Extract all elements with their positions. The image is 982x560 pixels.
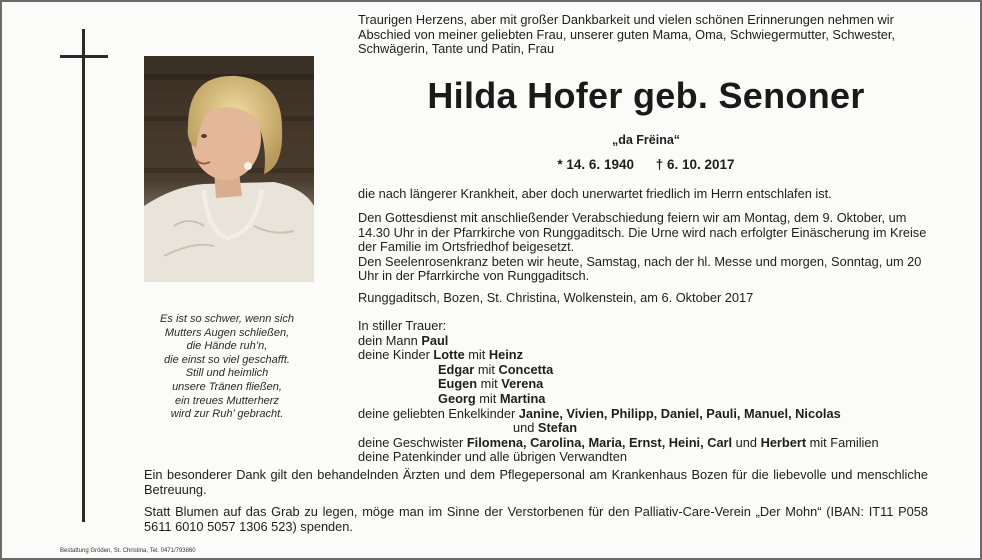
poem-line: die Hände ruh’n, [186,340,268,353]
cross-icon [82,29,85,522]
mourners-list [358,319,938,465]
service-info [358,211,938,284]
funeral-home-footer: Bestattung Gröden, St. Christina, Tel. 0471/793860 [60,548,196,554]
cross-icon-bar [60,55,108,58]
poem-line: unsere Tränen fließen, [172,380,282,393]
poem-line: die einst so viel geschafft. [164,353,290,366]
mourner-others: deine Patenkinder und alle übrigen Verwandten [358,449,627,465]
death-date: † 6. 10. 2017 [655,157,735,172]
mourner-child: Eugen mit Verena [438,376,544,392]
poem-line: Es ist so schwer, wenn sich [160,313,294,325]
service-text: Den Gottesdienst mit anschließender Verabschiedung feiern wir am Montag, dem 9. Oktober, um 14.30 Uhr in der Pfarrkirche von Runggaditsch. Die Urne wird nach erfolgter Einäscherung im Kreise der Familie im Ortsfriedhof beigesetzt. [358,210,927,255]
portrait-illustration [144,56,314,282]
mourners-heading: In stiller Trauer: [358,318,447,333]
death-text: die nach längerer Krankheit, aber doch unerwartet friedlich im Herrn entschlafen ist. [358,186,832,201]
thanks-text: Ein besonderer Dank gilt den behandelnden Ärzten und dem Pflegepersonal am Krankenhaus Bozen für die liebevolle und menschliche Betreuung. [144,467,928,497]
birth-date: * 14. 6. 1940 [557,157,634,172]
poem-line: wird zur Ruh’ gebracht. [170,408,284,421]
place-and-date: Runggaditsch, Bozen, St. Christina, Wolkenstein, am 6. Oktober 2017 [358,290,754,305]
husband-name: Paul [421,332,449,348]
deceased-name: Hilda Hofer geb. Senoner [427,75,865,116]
rosary-text: Den Seelenrosenkranz beten wir heute, Samstag, nach der hl. Messe und morgen, Sonntag, um 20 Uhr in der Pfarrkirche von Runggaditsch. [358,253,922,284]
mourner-siblings: deine Geschwister Filomena, Carolina, Maria, Ernst, Heini, Carl und Herbert mit Familien [358,434,879,450]
mourner-child: deine Kinder Lotte mit Heinz [358,347,524,363]
intro-text: Traurigen Herzens, aber mit großer Dankbarkeit und vielen schönen Erinnerungen nehmen wir Abschied von meiner geliebten Frau, unserer guten Mama, Oma, Schwiegermutter, Schwester, Schwägerin, Tante und Patin, Frau [358,12,896,57]
poem-line: ein treues Mutterherz [175,394,279,407]
portrait-photo [144,56,314,282]
mourner-grandchildren: deine geliebten Enkelkinder Janine, Vivien, Philipp, Daniel, Pauli, Manuel, Nicolas [358,405,841,421]
donation-text: Statt Blumen auf das Grab zu legen, möge man im Sinne der Verstorbenen für den Palliativ-Care-Verein „Der Mohn“ (IBAN: IT11 P058 5611 6010 5057 1306 523) spenden. [144,504,928,534]
mourner-husband: dein Mann Paul [358,332,449,348]
mourner-child: Edgar mit Concetta [438,361,554,377]
poem-line: Still und heimlich [185,367,269,380]
mourner-child: Georg mit Martina [438,390,546,406]
poem-line: Mutters Augen schließen, [164,326,290,339]
poem [152,313,302,422]
mourner-grandchild-last: und Stefan [513,420,578,436]
life-dates [358,157,934,172]
nickname: „da Frëina“ [611,133,681,147]
